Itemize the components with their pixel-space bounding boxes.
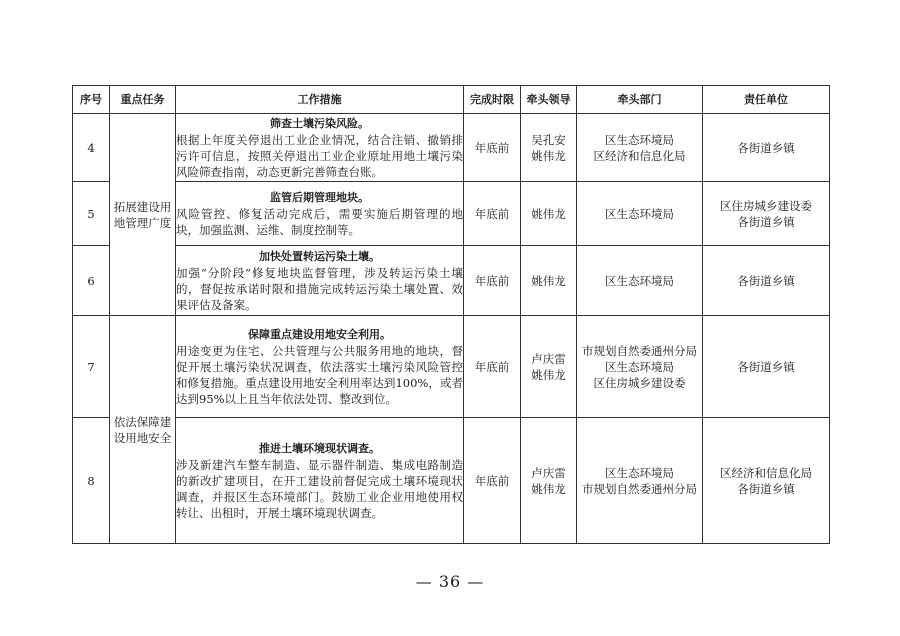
table-header-row	[73, 86, 830, 114]
lead-dept-name: 区经济和信息化局	[593, 148, 686, 163]
measure-title: 加快处置转运污染土壤。	[259, 249, 380, 263]
lead-dept-cell	[577, 182, 703, 246]
measure-cell	[176, 418, 464, 544]
measure-title: 监管后期管理地块。	[270, 190, 369, 204]
task-label: 依法保障建设用地安全	[113, 414, 172, 445]
resp-unit-name: 各街道乡镇	[737, 140, 795, 155]
measure-cell	[176, 114, 464, 182]
measure-title: 保障重点建设用地安全利用。	[248, 327, 391, 341]
deadline-cell: 年底前	[464, 418, 521, 544]
deadline-cell: 年底前	[464, 246, 521, 316]
measures-table	[72, 85, 830, 544]
header-measure: 工作措施	[176, 86, 464, 114]
header-task: 重点任务	[110, 86, 176, 114]
resp-unit-cell	[703, 316, 830, 418]
resp-unit-name: 各街道乡镇	[737, 359, 795, 374]
seq-cell: 7	[73, 316, 110, 418]
measure-body: 风险管控、修复活动完成后，需要实施后期管理的地块，加强监测、运维、制度控制等。	[176, 206, 463, 237]
leader-name: 姚伟龙	[531, 367, 566, 382]
measure-title: 推进土壤环境现状调查。	[259, 441, 380, 455]
lead-dept-cell	[577, 316, 703, 418]
leader-name: 姚伟龙	[531, 148, 566, 163]
leader-cell	[521, 418, 577, 544]
leader-name: 卢庆雷	[531, 351, 566, 366]
header-resp-unit: 责任单位	[703, 86, 830, 114]
resp-unit-name: 各街道乡镇	[737, 481, 795, 496]
lead-dept-name: 区生态环境局	[605, 132, 674, 147]
resp-unit-name: 各街道乡镇	[737, 214, 795, 229]
measure-cell	[176, 182, 464, 246]
leader-cell	[521, 182, 577, 246]
lead-dept-name: 区生态环境局	[605, 206, 674, 221]
deadline-cell: 年底前	[464, 182, 521, 246]
measure-body: 根据上年度关停退出工业企业情况，结合注销、撤销排污许可信息，按照关停退出工业企业原址用地土壤污染风险筛查指南，动态更新完善筛查台账。	[176, 132, 463, 179]
table-row	[73, 418, 830, 544]
leader-name: 卢庆雷	[531, 465, 566, 480]
task-cell	[110, 114, 176, 316]
measure-body: 加强“分阶段”修复地块监督管理，涉及转运污染土壤的，督促按承诺时限和措施完成转运污染土壤处置、效果评估及备案。	[176, 265, 463, 312]
seq-cell: 6	[73, 246, 110, 316]
table-row	[73, 114, 830, 182]
resp-unit-name: 区经济和信息化局	[720, 465, 812, 480]
resp-unit-cell	[703, 246, 830, 316]
measure-cell	[176, 246, 464, 316]
lead-dept-name: 区住房城乡建设委	[593, 375, 686, 390]
page-number: — 36 —	[415, 572, 485, 591]
resp-unit-name: 各街道乡镇	[737, 273, 795, 288]
lead-dept-name: 区生态环境局	[605, 273, 674, 288]
leader-cell	[521, 114, 577, 182]
resp-unit-cell	[703, 114, 830, 182]
lead-dept-name: 区生态环境局	[605, 465, 674, 480]
lead-dept-cell	[577, 114, 703, 182]
deadline-cell: 年底前	[464, 114, 521, 182]
lead-dept-name: 市规划自然委通州分局	[582, 481, 697, 496]
deadline-cell: 年底前	[464, 316, 521, 418]
task-label: 拓展建设用地管理广度	[113, 199, 172, 230]
measure-body: 涉及新建汽车整车制造、显示器件制造、集成电路制造的新改扩建项目，在开工建设前督促完成土壤环境现状调查，并报区生态环境部门。鼓励工业企业用地使用权转让、出租时，开展土壤环境现状调查。	[176, 457, 463, 520]
resp-unit-cell	[703, 418, 830, 544]
seq-cell: 8	[73, 418, 110, 544]
header-deadline: 完成时限	[464, 86, 521, 114]
leader-cell	[521, 246, 577, 316]
resp-unit-cell	[703, 182, 830, 246]
resp-unit-name: 区住房城乡建设委	[720, 198, 812, 213]
measure-title: 筛查土壤污染风险。	[270, 116, 369, 130]
lead-dept-cell	[577, 418, 703, 544]
measure-cell	[176, 316, 464, 418]
leader-name: 姚伟龙	[531, 481, 566, 496]
seq-cell: 5	[73, 182, 110, 246]
leader-name: 姚伟龙	[531, 206, 566, 221]
lead-dept-cell	[577, 246, 703, 316]
seq-cell: 4	[73, 114, 110, 182]
table-row	[73, 246, 830, 316]
table-row	[73, 316, 830, 418]
lead-dept-name: 市规划自然委通州分局	[582, 343, 697, 358]
leader-name: 吴孔安	[531, 132, 566, 147]
measure-body: 用途变更为住宅、公共管理与公共服务用地的地块，督促开展土壤污染状况调查，依法落实土壤污染风险管控和修复措施。重点建设用地安全利用率达到100%，或者达到95%以上且当年依法处罚、整改到位。	[176, 343, 463, 406]
leader-name: 姚伟龙	[531, 273, 566, 288]
task-cell	[110, 316, 176, 544]
leader-cell	[521, 316, 577, 418]
table-row	[73, 182, 830, 246]
lead-dept-name: 区生态环境局	[605, 359, 674, 374]
header-lead-dept: 牵头部门	[577, 86, 703, 114]
header-seq: 序号	[73, 86, 110, 114]
header-leader: 牵头领导	[521, 86, 577, 114]
